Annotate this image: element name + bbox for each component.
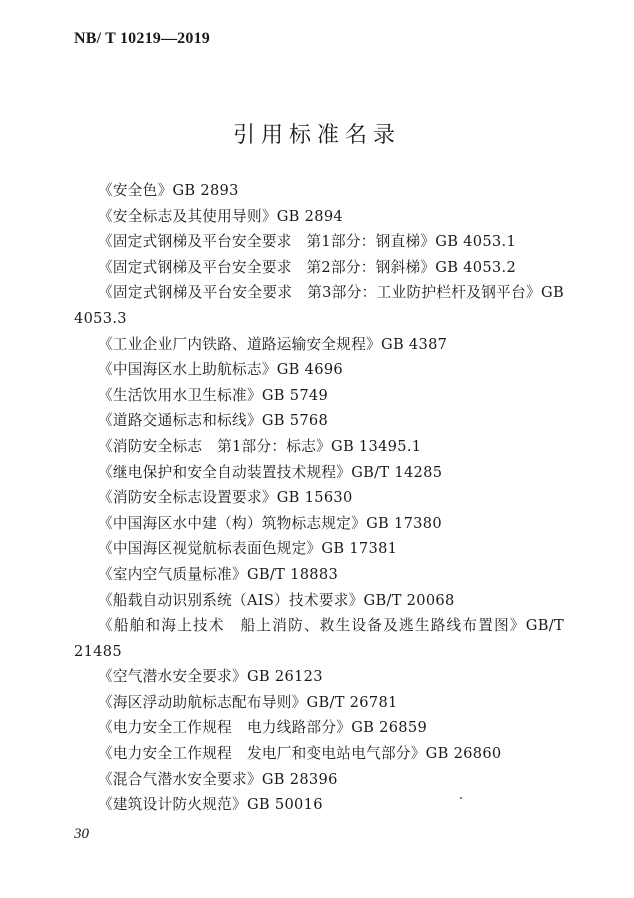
reference-item: 《安全色》GB 2893	[98, 182, 239, 199]
reference-item: 《固定式钢梯及平台安全要求 第3部分：工业防护栏杆及钢平台》GB 4053.3	[74, 284, 564, 327]
reference-item: 《安全标志及其使用导则》GB 2894	[98, 207, 343, 225]
page-number: 30	[74, 826, 89, 842]
reference-item: 《电力安全工作规程 发电厂和变电站电气部分》GB 26860	[98, 745, 502, 763]
reference-item: 《中国海区视觉航标表面色规定》GB 17381	[98, 540, 398, 558]
reference-item: 《电力安全工作规程 电力线路部分》GB 26859	[98, 719, 428, 737]
reference-item: 《室内空气质量标准》GB/T 18883	[98, 565, 339, 583]
page-title: 引用标准名录	[232, 123, 401, 148]
reference-item: 《消防安全标志 第1部分：标志》GB 13495.1	[98, 437, 422, 455]
reference-item: 《空气潜水安全要求》GB 26123	[98, 668, 323, 686]
reference-item: 《消防安全标志设置要求》GB 15630	[98, 489, 353, 507]
reference-item: 《工业企业厂内铁路、道路运输安全规程》GB 4387	[98, 335, 448, 353]
reference-item: 《船载自动识别系统（AIS）技术要求》GB/T 20068	[98, 591, 455, 609]
reference-item: 《船舶和海上技术 船上消防、救生设备及逃生路线布置图》GB/T 21485	[74, 617, 564, 660]
standard-code-header: NB/ T 10219—2019	[74, 30, 210, 47]
reference-item: 《中国海区水上助航标志》GB 4696	[98, 361, 343, 379]
reference-item: 《生活饮用水卫生标准》GB 5749	[98, 386, 329, 404]
reference-item: 《混合气潜水安全要求》GB 28396	[98, 770, 338, 788]
reference-item: 《道路交通标志和标线》GB 5768	[98, 412, 329, 430]
reference-item: 《固定式钢梯及平台安全要求 第1部分：钢直梯》GB 4053.1	[98, 233, 517, 251]
reference-item: 《建筑设计防火规范》GB 50016	[98, 796, 323, 814]
reference-list	[74, 178, 564, 818]
reference-item: 《中国海区水中建（构）筑物标志规定》GB 17380	[98, 514, 442, 532]
reference-item: 《固定式钢梯及平台安全要求 第2部分：钢斜梯》GB 4053.2	[98, 258, 517, 276]
scan-speck	[460, 797, 462, 799]
reference-item: 《继电保护和安全自动装置技术规程》GB/T 14285	[98, 463, 443, 481]
reference-item: 《海区浮动助航标志配布导则》GB/T 26781	[98, 693, 398, 711]
